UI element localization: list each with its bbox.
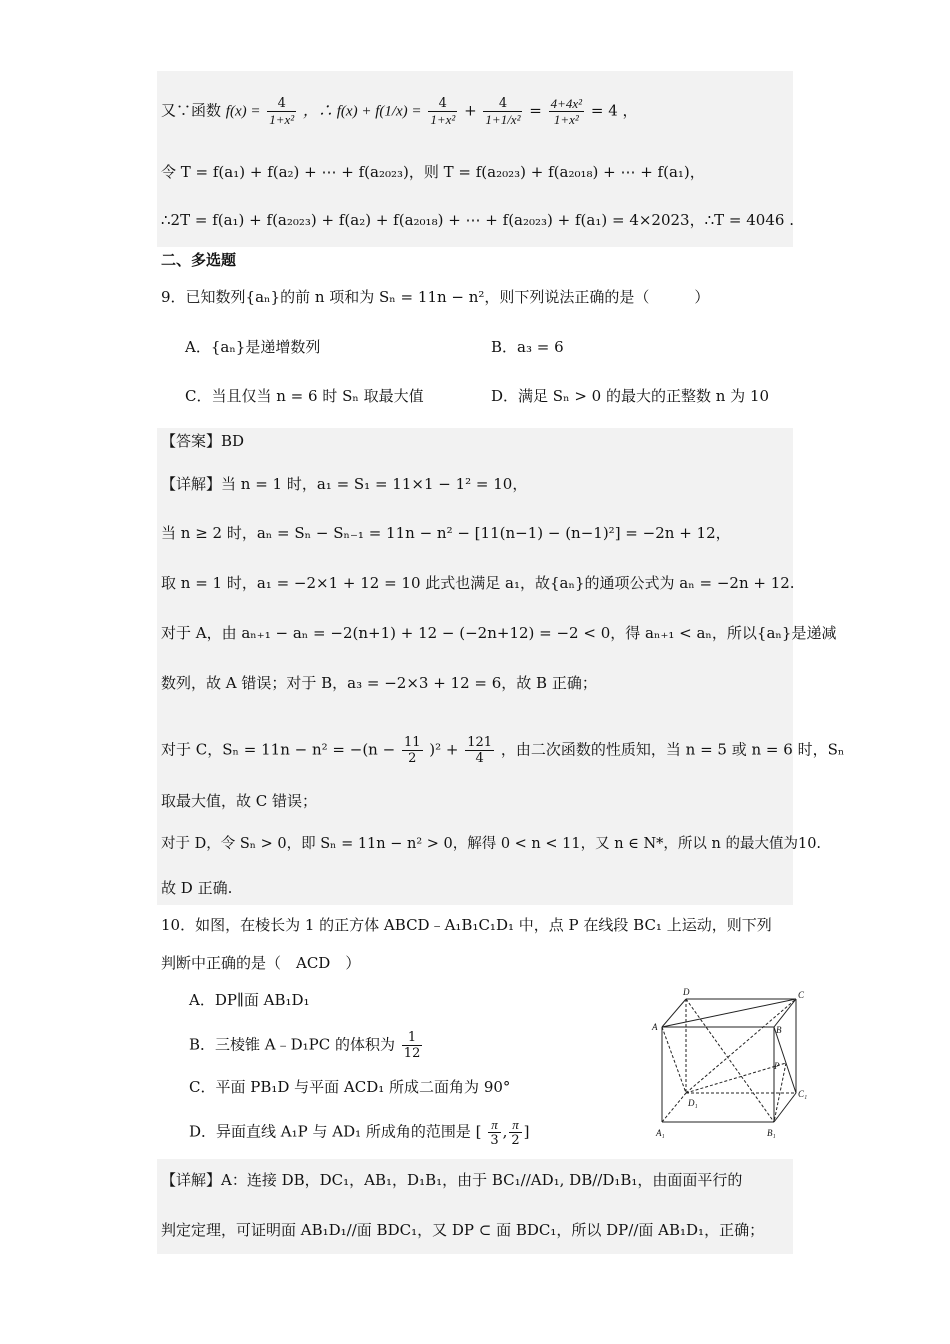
denominator: 4 bbox=[475, 751, 484, 766]
q10-option-b bbox=[189, 1030, 424, 1061]
q10-option-a: A．DP∥面 AB₁D₁ bbox=[189, 991, 310, 1009]
segment-d1-c bbox=[686, 999, 796, 1093]
q9-option-c: C．当且仅当 n = 6 时 Sₙ 取最大值 bbox=[185, 387, 424, 405]
denominator: 1+x² bbox=[430, 112, 456, 127]
label-c: C bbox=[798, 990, 805, 1000]
section-title: 二、多选题 bbox=[161, 251, 237, 269]
numerator: 1 bbox=[402, 1030, 423, 1046]
numerator: 4+4x² bbox=[550, 96, 583, 111]
top-line-3: ∴2T = f(a₁) + f(a₂₀₂₃) + f(a₂) + f(a₂₀₁₈) + ⋯ + f(a₂₀₂₃) + f(a₁) = 4×2023，∴T = 4046 . bbox=[161, 211, 794, 229]
q9-solution-3: 取 n = 1 时，a₁ = −2×1 + 12 = 10 此式也满足 a₁，故{aₙ}的通项公式为 aₙ = −2n + 12. bbox=[161, 574, 795, 592]
label-d1: D₁ bbox=[688, 1098, 698, 1108]
q9-solution-1: 【详解】当 n = 1 时，a₁ = S₁ = 11×1 − 1² = 10， bbox=[161, 475, 528, 493]
numerator: 4 bbox=[428, 96, 457, 112]
q9-option-b: B．a₃ = 6 bbox=[491, 338, 564, 356]
label-a: A bbox=[652, 1022, 658, 1032]
segment-d1-p bbox=[686, 1063, 786, 1093]
label-b1: B₁ bbox=[767, 1128, 776, 1138]
math: 对于 C，Sₙ = 11n − n² = −(n − bbox=[161, 740, 396, 759]
label-a1: A₁ bbox=[656, 1128, 665, 1138]
math: + bbox=[464, 101, 477, 120]
numerator: π bbox=[488, 1117, 500, 1133]
fraction bbox=[509, 1117, 521, 1148]
q9-option-a: A．{aₙ}是递增数列 bbox=[185, 338, 321, 356]
fraction bbox=[428, 96, 457, 127]
q9-solution-4: 对于 A，由 aₙ₊₁ − aₙ = −2(n+1) + 12 − (−2n+12) = −2 < 0，得 aₙ₊₁ < aₙ，所以{aₙ}是递减 bbox=[161, 624, 837, 642]
q9-solution-7: 取最大值，故 C 错误； bbox=[161, 792, 318, 810]
segment-d-b1 bbox=[686, 999, 774, 1122]
numerator: π bbox=[509, 1117, 521, 1133]
q9-option-d: D．满足 Sₙ > 0 的最大的正整数 n 为 10 bbox=[491, 387, 770, 405]
q10-solution-1: 【详解】A：连接 DB，DC₁，AB₁，D₁B₁，由于 BC₁//AD₁, DB//D₁B₁，由面面平行的 bbox=[161, 1171, 743, 1189]
denominator: 3 bbox=[490, 1133, 499, 1148]
q9-solution-9: 故 D 正确. bbox=[161, 879, 233, 897]
math: f(x) = bbox=[225, 103, 261, 120]
label-d: D bbox=[683, 987, 690, 997]
fraction bbox=[402, 1030, 423, 1061]
math: )² + bbox=[429, 740, 459, 759]
q10-option-c: C．平面 PB₁D 与平面 ACD₁ 所成二面角为 90° bbox=[189, 1078, 511, 1096]
numerator: 4 bbox=[483, 96, 522, 112]
math: ] bbox=[523, 1122, 530, 1141]
segment-p-b1 bbox=[774, 1063, 786, 1122]
q9-solution-6 bbox=[161, 735, 844, 766]
label-b: B bbox=[776, 1025, 782, 1035]
fraction bbox=[488, 1117, 500, 1148]
math: , bbox=[502, 1122, 508, 1141]
edge-a1-d1 bbox=[662, 1093, 686, 1122]
q10-option-d bbox=[189, 1117, 530, 1148]
math: ，∴ f(x) + f(1/x) = bbox=[303, 103, 422, 120]
fraction bbox=[465, 735, 494, 766]
label-p: P bbox=[774, 1061, 780, 1071]
cube-figure bbox=[650, 985, 810, 1145]
fraction bbox=[267, 96, 296, 127]
q9-answer: 【答案】BD bbox=[161, 432, 245, 450]
q9-solution-5: 数列，故 A 错误；对于 B，a₃ = −2×3 + 12 = 6，故 B 正确； bbox=[161, 674, 597, 692]
fraction bbox=[402, 735, 423, 766]
q9-solution-2: 当 n ≥ 2 时，aₙ = Sₙ − Sₙ₋₁ = 11n − n² − [11(n−1) − (n−1)²] = −2n + 12， bbox=[161, 524, 731, 542]
denominator: 2 bbox=[408, 751, 417, 766]
top-line-2: 令 T = f(a₁) + f(a₂) + ⋯ + f(a₂₀₂₃)，则 T = f(a₂₀₂₃) + f(a₂₀₁₈) + ⋯ + f(a₁)， bbox=[161, 163, 705, 181]
text: D．异面直线 A₁P 与 AD₁ 所成角的范围是 [ bbox=[189, 1122, 482, 1141]
denominator: 1+x² bbox=[269, 112, 295, 127]
numerator: 4 bbox=[267, 96, 296, 112]
numerator: 121 bbox=[467, 735, 493, 750]
label-c1: C₁ bbox=[798, 1089, 808, 1099]
segment-b-c1 bbox=[774, 1027, 796, 1093]
segment-a-d1 bbox=[662, 1027, 686, 1093]
math: = bbox=[529, 101, 542, 120]
top-line-1 bbox=[161, 96, 638, 127]
denominator: 12 bbox=[403, 1046, 421, 1061]
q10-stem-1: 10．如图，在棱长为 1 的正方体 ABCD﹣A₁B₁C₁D₁ 中，点 P 在线段 BC₁ 上运动，则下列 bbox=[161, 916, 772, 934]
denominator: 1+x² bbox=[553, 112, 579, 127]
q9-solution-8: 对于 D，令 Sₙ > 0，即 Sₙ = 11n − n² > 0，解得 0 < n < 11，又 n ∈ N*，所以 n 的最大值为10. bbox=[161, 836, 822, 852]
text: 又∵函数 bbox=[161, 101, 222, 120]
q10-stem-2: 判断中正确的是（ ACD ） bbox=[161, 954, 361, 972]
denominator: 1+1/x² bbox=[485, 112, 521, 127]
fraction bbox=[549, 96, 584, 127]
math: = 4 ， bbox=[590, 101, 638, 120]
q9-stem: 9．已知数列{aₙ}的前 n 项和为 Sₙ = 11n − n²，则下列说法正确的是（ ） bbox=[161, 288, 710, 306]
text: B．三棱锥 A﹣D₁PC 的体积为 bbox=[189, 1035, 396, 1054]
q10-solution-2: 判定定理，可证明面 AB₁D₁//面 BDC₁，又 DP ⊂ 面 BDC₁，所以 DP//面 AB₁D₁，正确； bbox=[161, 1221, 765, 1239]
denominator: 2 bbox=[511, 1133, 520, 1148]
fraction bbox=[483, 96, 522, 127]
math: ，由二次函数的性质知，当 n = 5 或 n = 6 时，Sₙ bbox=[500, 740, 845, 759]
numerator: 11 bbox=[403, 735, 421, 750]
